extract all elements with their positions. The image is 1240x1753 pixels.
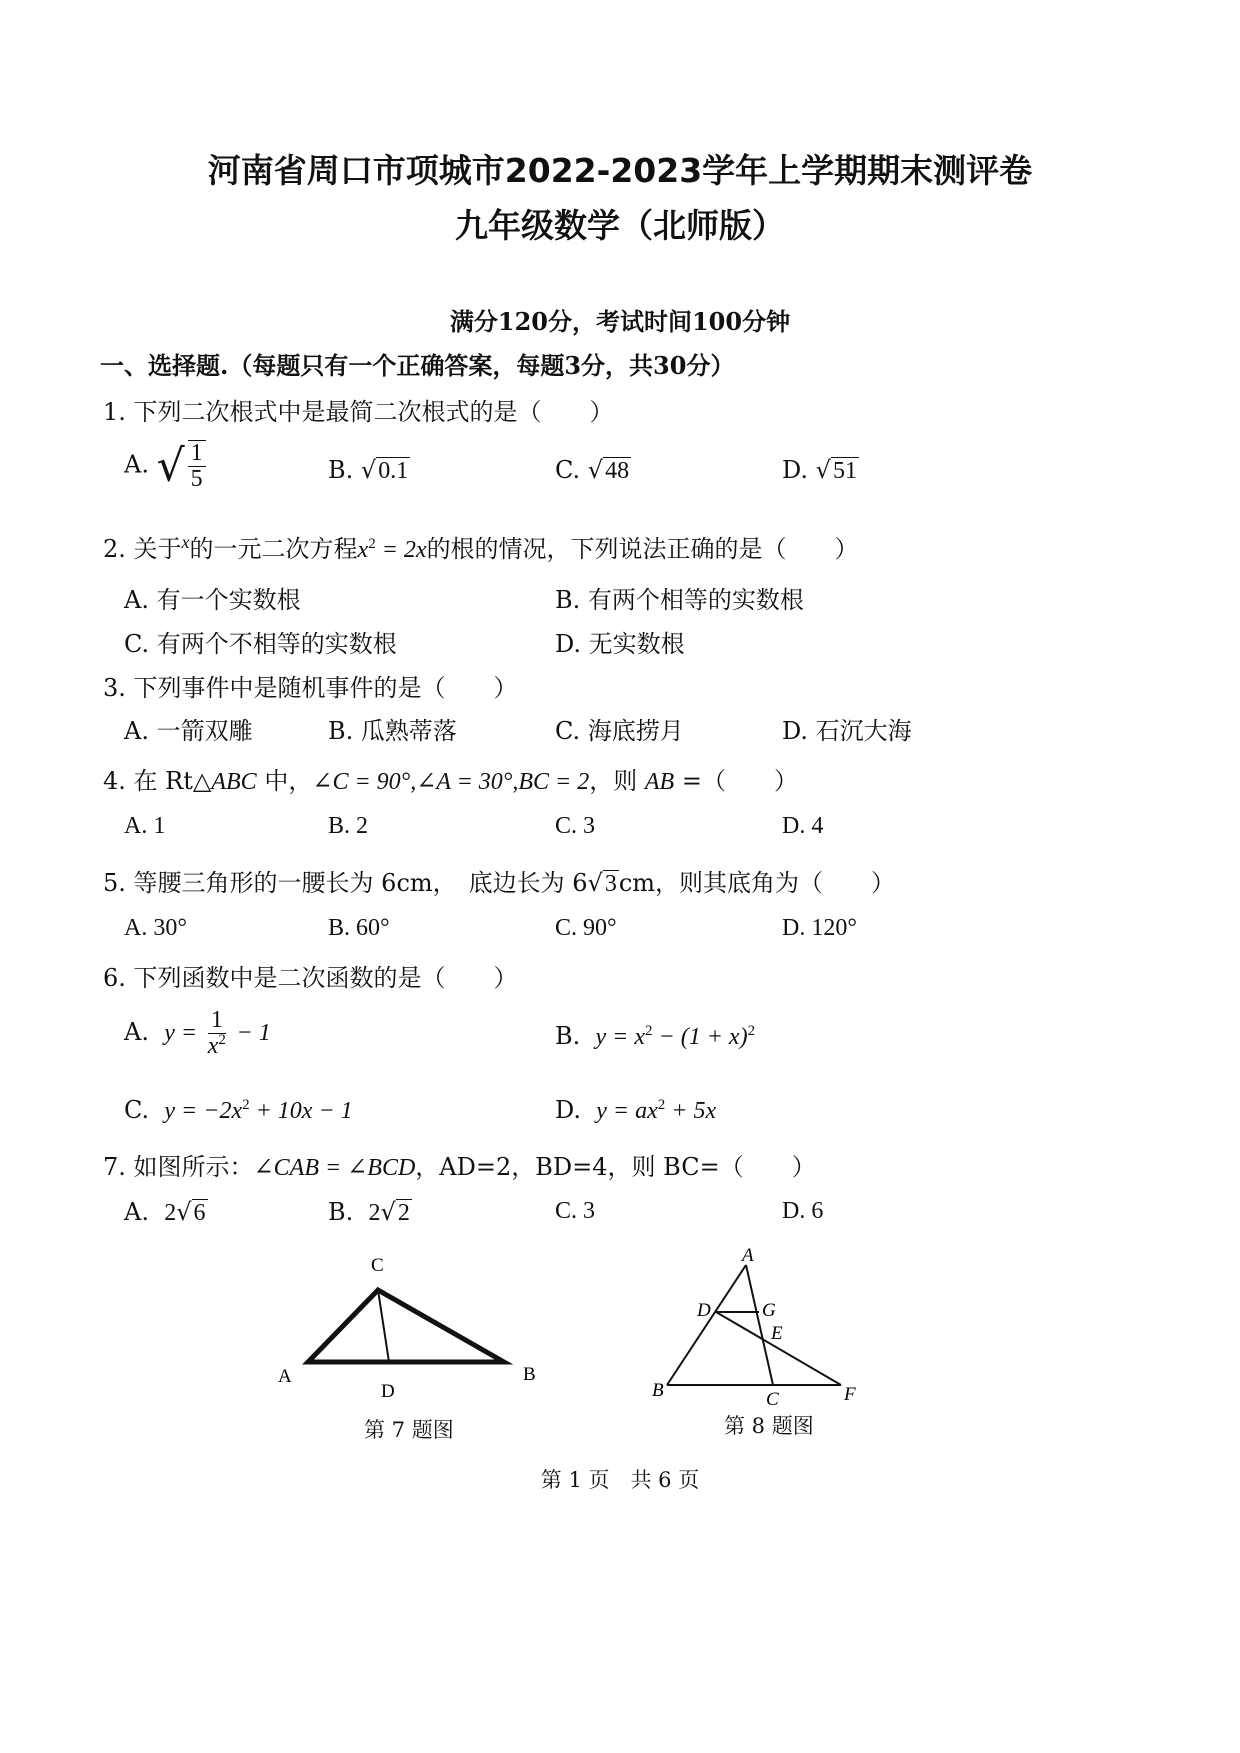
q6-option-b: B. $y = x^2 - (1 + x)^2$ [555,1022,756,1050]
exam-info: 满分120分，考试时间100分钟 [449,307,791,336]
q3-option-b: B. 瓜熟蒂落 [328,717,457,745]
fig7-triangle-abc [308,1290,504,1362]
q4-option-a: A. 1 [124,813,166,839]
fig8-segment-ac [746,1265,773,1385]
fig8-caption: 第 8 题图 [724,1414,814,1438]
figure-7 [260,1240,580,1410]
fig8-label-e: E [771,1323,783,1344]
question-4: 4. 在 Rt△ABC 中，∠C = 90°,∠A = 30°,BC = 2，则 AB =（ ） [103,767,798,795]
question-6: 6. 下列函数中是二次函数的是（ ） [103,964,518,992]
fig8-label-g: G [762,1300,776,1321]
fig8-label-a: A [742,1245,754,1266]
q6-option-d: D. $y = ax^2 + 5x$ [555,1096,717,1124]
q2-option-b: B. 有两个相等的实数根 [555,586,804,614]
q5-option-d: D. 120° [782,915,857,941]
fig8-label-f: F [844,1384,856,1405]
question-5: 5. 等腰三角形的一腰长为 6cm， 底边长为 6√3cm，则其底角为（ ） [103,869,896,897]
q1-option-d: D. √51 [782,456,857,484]
fig8-label-d: D [697,1300,711,1321]
q3-option-c: C. 海底捞月 [555,717,684,745]
q7-option-a: A. 2√6 [124,1198,206,1226]
q7-option-b: B. 2√2 [328,1198,410,1226]
q7-option-c: C. 3 [555,1198,596,1224]
q3-option-a: A. 一箭双雕 [124,717,253,745]
figure-8 [640,1240,880,1410]
question-2: 2. 关于$^x$的一元二次方程$x^2 = 2x$的根的情况，下列说法正确的是（ ） [103,532,859,563]
fig8-label-b: B [652,1380,664,1401]
fig7-caption: 第 7 题图 [364,1418,454,1442]
question-3: 3. 下列事件中是随机事件的是（ ） [103,674,518,702]
fig7-label-d: D [381,1381,395,1402]
q1-option-b: B. √0.1 [328,456,409,484]
q1-option-a: A. √ $\frac{1}{5}$ [124,440,209,492]
q2-option-d: D. 无实数根 [555,630,685,658]
q5-option-c: C. 90° [555,915,617,941]
question-7: 7. 如图所示：∠CAB = ∠BCD，AD=2，BD=4，则 BC=（ ） [103,1153,816,1181]
q2-option-c: C. 有两个不相等的实数根 [124,630,397,658]
fig8-label-c: C [766,1389,779,1410]
fig7-label-c: C [371,1255,384,1276]
q2-option-a: A. 有一个实数根 [124,586,301,614]
fig7-segment-cd [378,1290,389,1362]
q5-option-a: A. 30° [124,915,187,941]
q6-option-a: A. y = $\frac{1}{x^2}$ − 1 [124,1007,271,1060]
q4-option-d: D. 4 [782,813,824,839]
q6-option-c: C. $y = -2x^2 + 10x - 1$ [124,1096,353,1124]
fig7-label-b: B [523,1364,536,1385]
fig7-label-a: A [278,1366,292,1387]
fig8-segment-ab [667,1265,746,1385]
section-heading: 一、选择题.（每题只有一个正确答案，每题3分，共30分） [100,351,735,380]
exam-title-line2: 九年级数学（北师版） [455,206,785,245]
q5-option-b: B. 60° [328,915,390,941]
page-footer: 第 1 页 共 6 页 [540,1468,700,1492]
question-1: 1. 下列二次根式中是最简二次根式的是（ ） [103,398,614,426]
q4-option-c: C. 3 [555,813,596,839]
q4-option-b: B. 2 [328,813,369,839]
q3-option-d: D. 石沉大海 [782,717,912,745]
q7-option-d: D. 6 [782,1198,824,1224]
q1-option-c: C. √48 [555,456,630,484]
exam-title-line1: 河南省周口市项城市2022-2023学年上学期期末测评卷 [207,151,1033,190]
